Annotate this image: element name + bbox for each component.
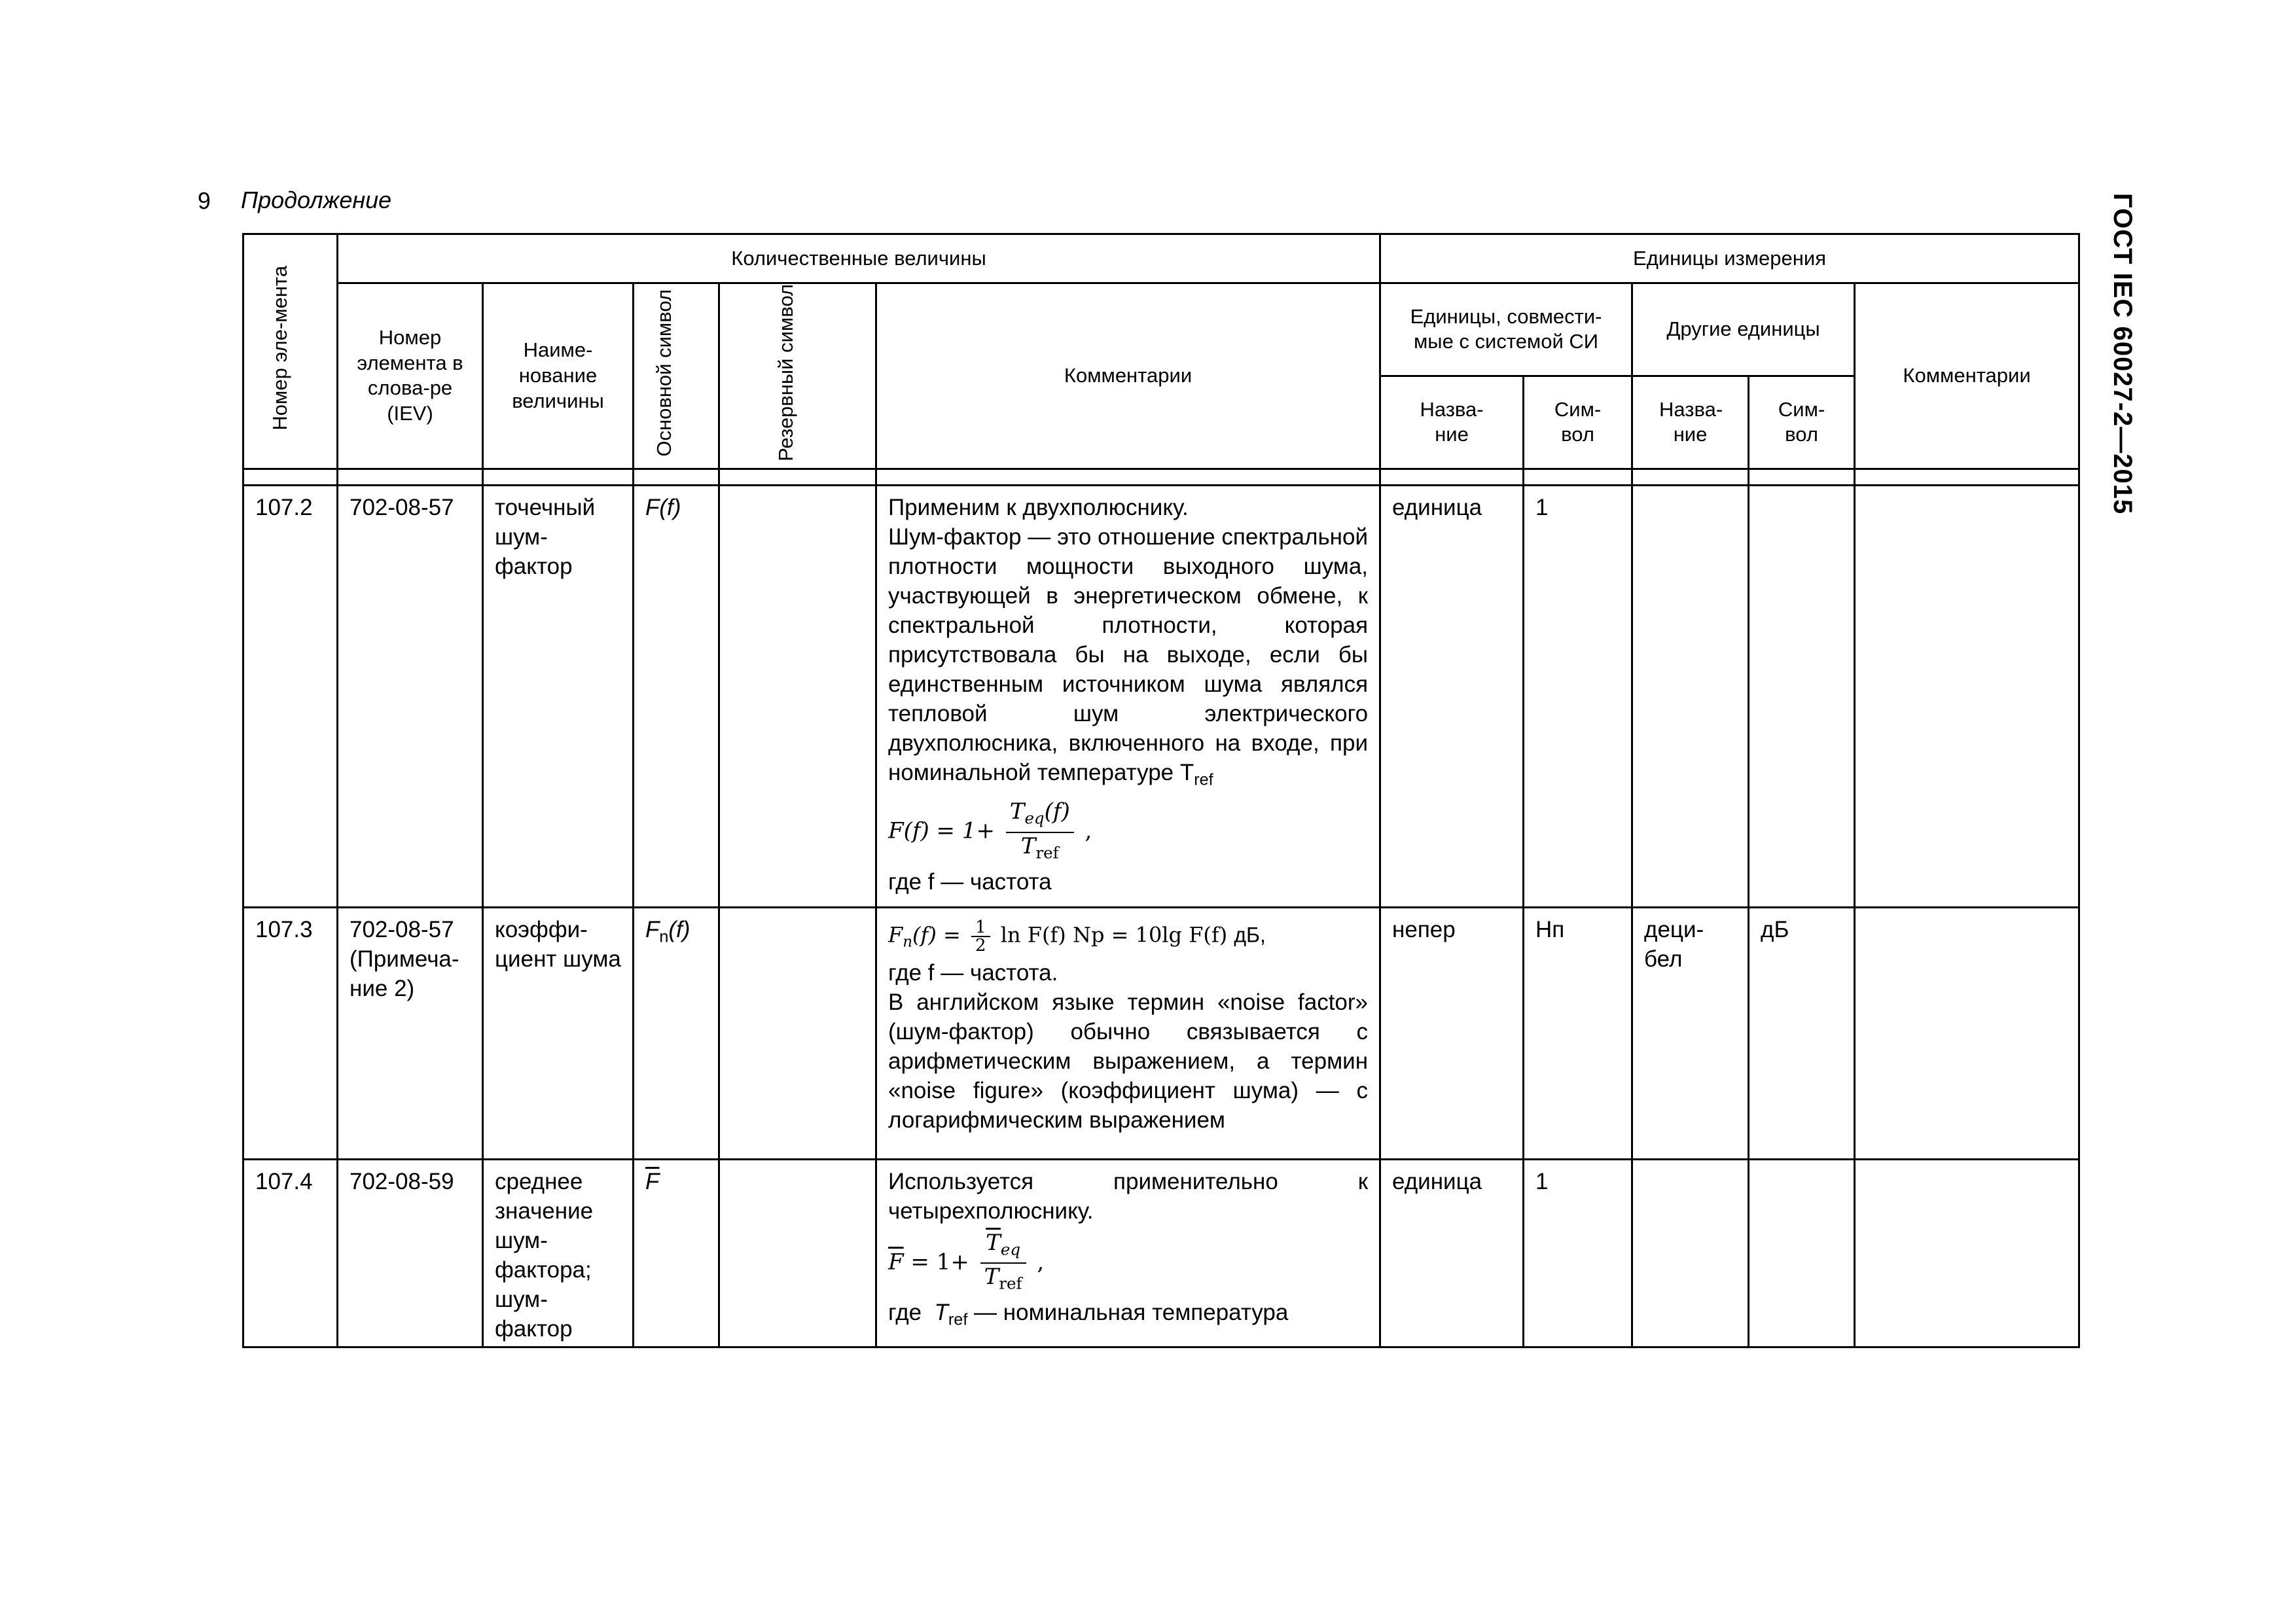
unit-comment: [1855, 485, 2079, 907]
where-rest: — номинальная температура: [967, 1300, 1289, 1326]
comment-cell: [876, 1159, 1380, 1347]
unit-comment: [1855, 907, 2079, 1159]
other-unit-name: [1632, 485, 1749, 907]
quantities-table: [242, 233, 2080, 1348]
main-symbol-letter: $\overline{F}$: [645, 1168, 660, 1194]
main-symbol: F(f): [634, 485, 719, 907]
comment-paragraph: [888, 522, 1368, 795]
formula-num-arg: (f): [1044, 798, 1070, 825]
formula: [888, 919, 1368, 957]
si-unit-symbol: 1: [1524, 485, 1632, 907]
header-quantity-name: Наиме-нование величины: [483, 283, 634, 469]
formula-fraction: [980, 1230, 1026, 1297]
reserve-symbol: [719, 485, 876, 907]
document-code: ГОСТ IEC 60027-2—2015: [2108, 193, 2137, 515]
header-element-number: [243, 234, 338, 469]
other-unit-name: деци-бел: [1632, 907, 1749, 1159]
formula-num-symbol: T: [1009, 798, 1025, 825]
main-symbol-arg: (f): [668, 916, 691, 942]
table-row: [243, 1159, 2079, 1347]
comment-line: Применим к двухполюснику.: [888, 494, 1189, 520]
formula-lhs: F: [888, 922, 903, 948]
formula-middle: ln F(f) Np = 10lg F(f): [1000, 922, 1228, 948]
comment-line: Используется применительно к четырехполюснику.: [888, 1168, 1369, 1224]
formula-denominator: [980, 1264, 1026, 1296]
formula-num-sub: eq: [1000, 1240, 1021, 1259]
reserve-symbol: [719, 907, 876, 1159]
other-unit-symbol: [1749, 485, 1855, 907]
header-separator: [243, 469, 2079, 485]
si-unit-name: единица: [1380, 1159, 1524, 1347]
header-units-comments: Комментарии: [1855, 283, 2079, 469]
header-element-number-text: Номер эле-мента: [268, 266, 291, 431]
header-reserve-symbol: [719, 283, 876, 469]
element-number: 107.4: [243, 1159, 338, 1347]
reserve-symbol: [719, 1159, 876, 1347]
si-unit-symbol: 1: [1524, 1159, 1632, 1347]
iev-number: 702-08-59: [338, 1159, 483, 1347]
si-unit-name: единица: [1380, 485, 1524, 907]
formula-num-sub: eq: [1024, 808, 1045, 828]
iev-number: 702-08-57: [338, 485, 483, 907]
formula: [888, 798, 1368, 866]
page-number: 6: [198, 187, 211, 214]
formula-den-sub: ref: [1035, 842, 1059, 862]
header-reserve-symbol-text: Резервный символ: [774, 284, 797, 461]
comment-where: где f — частота: [888, 868, 1052, 895]
comment-cell: [876, 485, 1380, 907]
main-symbol: [634, 1159, 719, 1347]
header-group-units: Единицы измерения: [1380, 234, 2079, 283]
header-other-units: Другие единицы: [1632, 283, 1855, 376]
formula-den-sub: ref: [999, 1274, 1022, 1293]
comment-cell: [876, 907, 1380, 1159]
header-iev-number: Номер элемента в слова-ре (IEV): [338, 283, 483, 469]
formula-fraction: [971, 919, 990, 954]
table-row: [243, 907, 2079, 1159]
formula-fraction: [1006, 798, 1074, 866]
formula-numerator: [980, 1230, 1026, 1264]
header-other-name: Назва-ние: [1632, 376, 1749, 469]
comment-text: Шум-фактор — это отношение спектральной плотности мощности выходного шума, участвующей в энергетическом обмене, к спектральной плотности, которая присутствовала бы на выходе, если бы единственным источником шума являлся тепловой шум электрического двухполюсника, включенного на входе, при номинальной температуре T: [888, 524, 1369, 785]
formula-tail: ,: [1037, 1249, 1045, 1275]
formula-lhs-arg: (f) =: [912, 922, 961, 948]
iev-number: 702-08-57 (Примеча-ние 2): [338, 907, 483, 1159]
header-comments: Комментарии: [876, 283, 1380, 469]
other-unit-name: [1632, 1159, 1749, 1347]
formula-denominator: [1006, 833, 1074, 866]
quantity-name: среднее значение шум-фактора; шум-фактор: [483, 1159, 634, 1347]
main-symbol: [634, 907, 719, 1159]
formula-num-symbol: $\overline{T}$: [986, 1229, 1001, 1256]
header-other-symbol: Сим-вол: [1749, 376, 1855, 469]
formula-lhs-sub: n: [903, 933, 913, 951]
formula-den-symbol: T: [984, 1264, 999, 1291]
other-unit-symbol: [1749, 1159, 1855, 1347]
formula: [888, 1230, 1368, 1297]
main-symbol-letter: F: [645, 916, 660, 942]
other-unit-symbol: дБ: [1749, 907, 1855, 1159]
header-main-symbol-text: Основной символ: [653, 289, 675, 457]
header-si-symbol: Сим-вол: [1524, 376, 1632, 469]
main-symbol-sub: n: [659, 927, 669, 946]
header-group-quantities: Количественные величины: [338, 234, 1380, 283]
unit-comment: [1855, 1159, 2079, 1347]
formula-lhs: F(f) = 1+: [888, 817, 995, 844]
table-row: [243, 485, 2079, 907]
element-number: 107.3: [243, 907, 338, 1159]
formula-tail: ,: [1085, 817, 1092, 844]
formula-numerator: [1006, 798, 1074, 832]
quantity-name: точечный шум-фактор: [483, 485, 634, 907]
where-symbol: T: [934, 1300, 948, 1326]
header-si-units: Единицы, совмести-мые с системой СИ: [1380, 283, 1632, 376]
comment-where: [888, 1298, 1368, 1335]
continuation-label: Продолжение: [241, 187, 392, 213]
where-sub: ref: [948, 1310, 968, 1329]
si-unit-name: непер: [1380, 907, 1524, 1159]
quantity-name: коэффи-циент шума: [483, 907, 634, 1159]
header-main-symbol: [634, 283, 719, 469]
formula-unit: дБ,: [1234, 923, 1266, 947]
comment-line: где f — частота.: [888, 960, 1058, 986]
where-prefix: где: [888, 1300, 935, 1326]
formula-lhs: $\overline{F}$: [888, 1249, 904, 1275]
formula-equals: = 1+: [910, 1249, 969, 1275]
element-number: 107.2: [243, 485, 338, 907]
formula-numerator: 1: [971, 919, 990, 937]
si-unit-symbol: Нп: [1524, 907, 1632, 1159]
comment-subscript: ref: [1194, 770, 1213, 789]
formula-den-symbol: T: [1020, 832, 1036, 859]
comment-paragraph: В английском языке термин «noise factor» (шум-фактор) обычно связывается с арифметическим выражением, а термин «noise figure» (коэффициент шума) — с логарифмическим выражением: [888, 990, 1369, 1133]
header-si-name: Назва-ние: [1380, 376, 1524, 469]
formula-denominator: 2: [975, 935, 986, 955]
